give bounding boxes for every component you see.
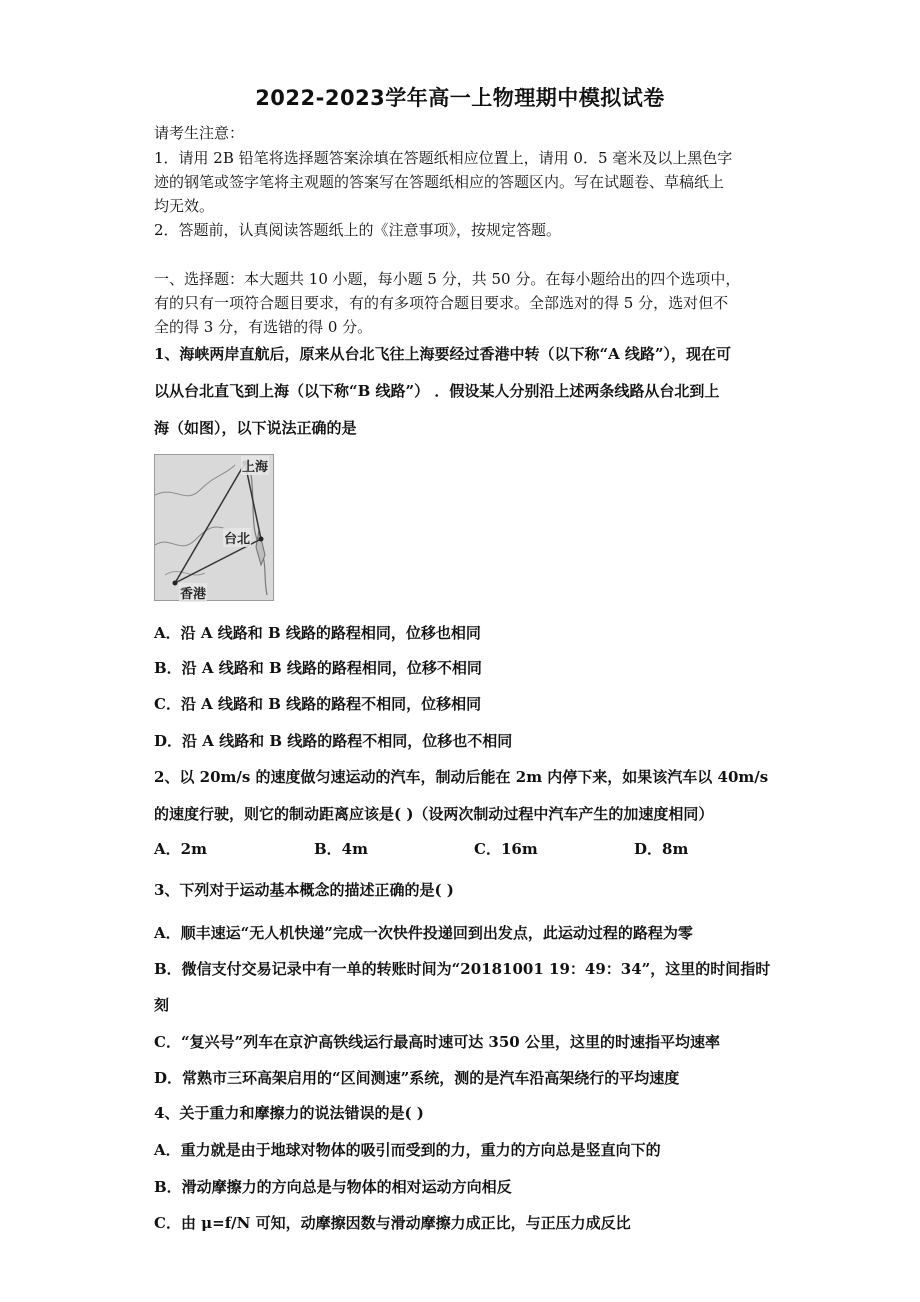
q3-stem: 3、下列对于运动基本概念的描述正确的是( ) — [154, 881, 454, 899]
exam-title: 2022-2023学年高一上物理期中模拟试卷 — [255, 86, 665, 110]
route-map-drawing — [155, 455, 273, 600]
section-intro-line: 有的只有一项符合题目要求，有的有多项符合题目要求。全部选对的得 5 分，选对但不 — [154, 294, 729, 312]
q1-option-d: D．沿 A 线路和 B 线路的路程不相同，位移也不相同 — [154, 732, 513, 750]
q4-stem: 4、关于重力和摩擦力的说法错误的是( ) — [154, 1104, 424, 1122]
map-label-taibei: 台北 — [223, 528, 251, 547]
q4-option-a: A．重力就是由于地球对物体的吸引而受到的力，重力的方向总是竖直向下的 — [154, 1141, 661, 1159]
notice-line: 均无效。 — [154, 197, 215, 215]
q2-stem-line: 的速度行驶，则它的制动距离应该是( )（设两次制动过程中汽车产生的加速度相同） — [154, 805, 714, 823]
notice-line: 迹的钢笔或签字笔将主观题的答案写在答题纸相应的答题区内。写在试题卷、草稿纸上 — [154, 173, 725, 191]
q2-option-d: D．8m — [634, 840, 689, 858]
q3-option-c: C．“复兴号”列车在京沪高铁线运行最高时速可达 350 公里，这里的时速指平均速率 — [154, 1033, 720, 1051]
q3-option-b: B．微信支付交易记录中有一单的转账时间为“20181001 19：49：34”，这里的时间指时 — [154, 960, 771, 978]
q1-stem-line: 以从台北直飞到上海（以下称“B 线路”） ．假设某人分别沿上述两条线路从台北到上 — [154, 382, 720, 400]
q4-option-c: C．由 μ=f/N 可知，动摩擦因数与滑动摩擦力成正比，与正压力成反比 — [154, 1214, 631, 1232]
map-label-hongkong: 香港 — [179, 583, 207, 602]
notice-heading: 请考生注意： — [154, 124, 245, 142]
notice-line: 1．请用 2B 铅笔将选择题答案涂填在答题纸相应位置上，请用 0．5 毫米及以上黑色字 — [154, 149, 733, 167]
q2-stem-line: 2、以 20m/s 的速度做匀速运动的汽车，制动后能在 2m 内停下来，如果该汽车以 40m/s — [154, 768, 769, 786]
route-map-figure — [154, 454, 274, 601]
q2-option-b: B．4m — [314, 840, 368, 858]
q1-stem-line: 1、海峡两岸直航后，原来从台北飞往上海要经过香港中转（以下称“A 线路”），现在可 — [154, 345, 732, 363]
q1-option-c: C．沿 A 线路和 B 线路的路程不相同，位移相同 — [154, 695, 482, 713]
q1-stem-line: 海（如图），以下说法正确的是 — [154, 419, 357, 437]
section-intro-line: 全的得 3 分，有选错的得 0 分。 — [154, 318, 373, 336]
section-intro-line: 一、选择题：本大题共 10 小题，每小题 5 分，共 50 分。在每小题给出的四个选项中， — [154, 270, 741, 288]
notice-line: 2．答题前，认真阅读答题纸上的《注意事项》，按规定答题。 — [154, 221, 562, 239]
q3-option-d: D．常熟市三环高架启用的“区间测速”系统，测的是汽车沿高架绕行的平均速度 — [154, 1069, 680, 1087]
q2-option-a: A．2m — [154, 840, 207, 858]
q3-option-a: A．顺丰速运“无人机快递”完成一次快件投递回到出发点，此运动过程的路程为零 — [154, 924, 693, 942]
map-label-shanghai: 上海 — [241, 456, 269, 475]
q1-option-a: A．沿 A 线路和 B 线路的路程相同，位移也相同 — [154, 624, 481, 642]
q2-option-c: C．16m — [474, 840, 538, 858]
q3-option-b-cont: 刻 — [154, 996, 170, 1014]
q4-option-b: B．滑动摩擦力的方向总是与物体的相对运动方向相反 — [154, 1178, 512, 1196]
q1-option-b: B．沿 A 线路和 B 线路的路程相同，位移不相同 — [154, 659, 482, 677]
